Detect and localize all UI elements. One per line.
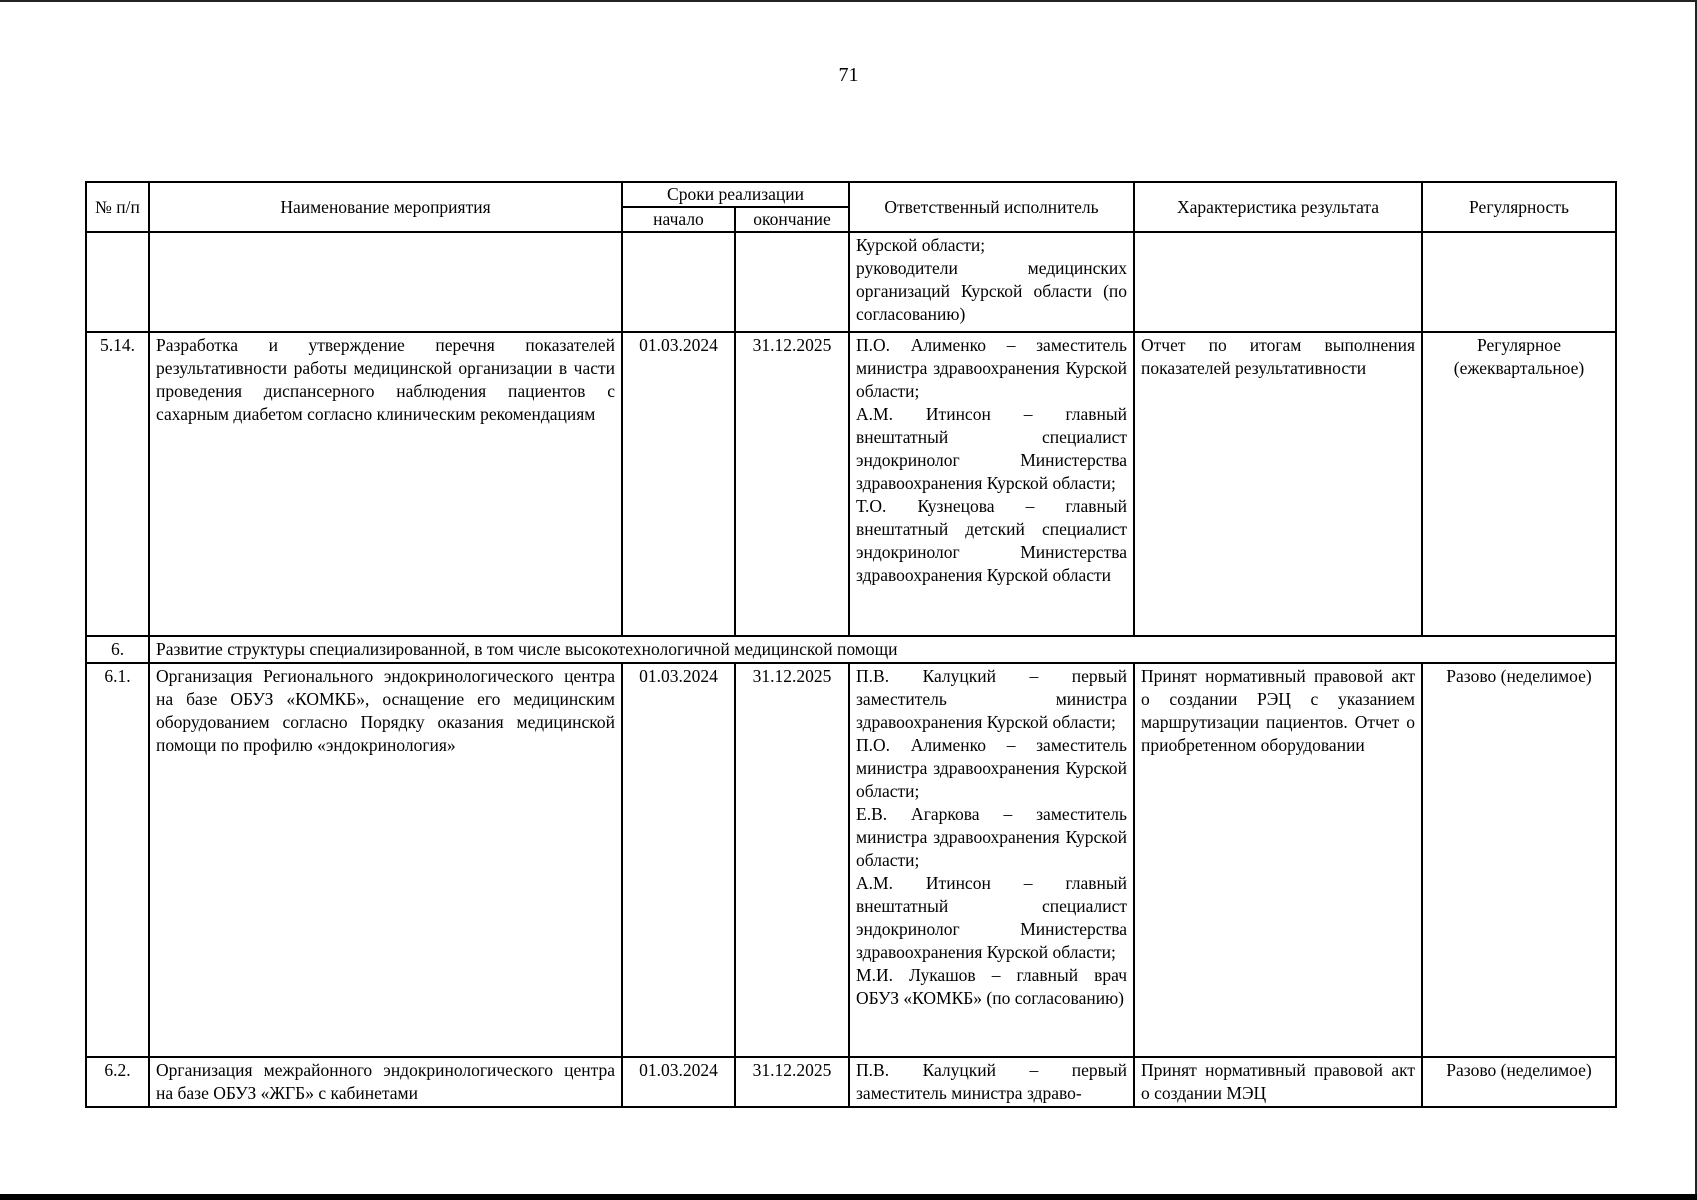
row-start: 01.03.2024 bbox=[622, 332, 735, 636]
row-responsible bbox=[849, 332, 1134, 636]
row-end: 31.12.2025 bbox=[735, 663, 849, 1057]
table-row bbox=[86, 1057, 1616, 1107]
responsible-line: П.В. Калуцкий – первый заместитель министра здравоохранения Курской области; bbox=[856, 666, 1128, 732]
row-regularity: Разово (неделимое) bbox=[1422, 663, 1616, 1057]
row-responsible bbox=[849, 232, 1134, 332]
header-result: Характеристика результата bbox=[1134, 182, 1422, 232]
header-name: Наименование мероприятия bbox=[149, 182, 622, 232]
responsible-line: Т.О. Кузнецова – главный внештатный детский специалист эндокринолог Министерства здравоохранения Курской области bbox=[856, 496, 1128, 585]
row-result bbox=[1134, 232, 1422, 332]
header-end: окончание bbox=[735, 207, 849, 232]
row-end: 31.12.2025 bbox=[735, 1057, 849, 1107]
activity-plan-table bbox=[85, 181, 1617, 1108]
table-row bbox=[86, 332, 1616, 636]
row-regularity: Регулярное (ежеквартальное) bbox=[1422, 332, 1616, 636]
row-result: Принят нормативный правовой акт о создании МЭЦ bbox=[1134, 1057, 1422, 1107]
row-num: 5.14. bbox=[86, 332, 149, 636]
header-responsible: Ответственный исполнитель bbox=[849, 182, 1134, 232]
row-regularity: Разово (неделимое) bbox=[1422, 1057, 1616, 1107]
row-name: Организация межрайонного эндокринологического центра на базе ОБУЗ «ЖГБ» с кабинетами bbox=[149, 1057, 622, 1107]
row-result: Принят нормативный правовой акт о создании РЭЦ с указанием маршрутизации пациентов. Отчет о приобретенном оборудовании bbox=[1134, 663, 1422, 1057]
responsible-line: П.О. Алименко – заместитель министра здравоохранения Курской области; bbox=[856, 335, 1128, 401]
responsible-line: М.И. Лукашов – главный врач ОБУЗ «КОМКБ» (по согласованию) bbox=[856, 965, 1128, 1008]
page-number: 71 bbox=[838, 64, 859, 86]
header-terms: Сроки реализации bbox=[622, 182, 849, 207]
responsible-line: П.О. Алименко – заместитель министра здравоохранения Курской области; bbox=[856, 735, 1128, 801]
header-regularity: Регулярность bbox=[1422, 182, 1616, 232]
row-start: 01.03.2024 bbox=[622, 1057, 735, 1107]
header-start: начало bbox=[622, 207, 735, 232]
section-title: Развитие структуры специализированной, в том числе высокотехнологичной медицинской помощи bbox=[149, 636, 1616, 663]
responsible-line: Курской области; bbox=[856, 235, 986, 255]
row-end bbox=[735, 232, 849, 332]
responsible-line: А.М. Итинсон – главный внештатный специалист эндокринолог Министерства здравоохранения Курской области; bbox=[856, 404, 1128, 493]
page-bottom-edge bbox=[0, 1194, 1697, 1200]
responsible-line: А.М. Итинсон – главный внештатный специалист эндокринолог Министерства здравоохранения Курской области; bbox=[856, 873, 1128, 962]
row-num: 6.2. bbox=[86, 1057, 149, 1107]
row-num: 6.1. bbox=[86, 663, 149, 1057]
row-result: Отчет по итогам выполнения показателей результативности bbox=[1134, 332, 1422, 636]
table-header-row bbox=[86, 182, 1616, 207]
row-end: 31.12.2025 bbox=[735, 332, 849, 636]
section-row bbox=[86, 636, 1616, 663]
row-start: 01.03.2024 bbox=[622, 663, 735, 1057]
row-num bbox=[86, 232, 149, 332]
responsible-line: руководители медицинских организаций Курской области (по согласованию) bbox=[856, 258, 1128, 324]
row-name bbox=[149, 232, 622, 332]
row-name: Организация Регионального эндокринологического центра на базе ОБУЗ «КОМКБ», оснащение его медицинским оборудованием согласно Порядку оказания медицинской помощи по профилю «эндокринология» bbox=[149, 663, 622, 1057]
page-top-edge bbox=[0, 0, 1697, 2]
row-name: Разработка и утверждение перечня показателей результативности работы медицинской организации в части проведения диспансерного наблюдения пациентов с сахарным диабетом согласно клиническим рекомендациям bbox=[149, 332, 622, 636]
row-regularity bbox=[1422, 232, 1616, 332]
responsible-line: Е.В. Агаркова – заместитель министра здравоохранения Курской области; bbox=[856, 804, 1128, 870]
row-responsible bbox=[849, 663, 1134, 1057]
responsible-line: П.В. Калуцкий – первый заместитель министра здраво- bbox=[856, 1060, 1128, 1103]
header-num: № п/п bbox=[86, 182, 149, 232]
section-num: 6. bbox=[86, 636, 149, 663]
table-row bbox=[86, 232, 1616, 332]
table-row bbox=[86, 663, 1616, 1057]
row-responsible bbox=[849, 1057, 1134, 1107]
row-start bbox=[622, 232, 735, 332]
